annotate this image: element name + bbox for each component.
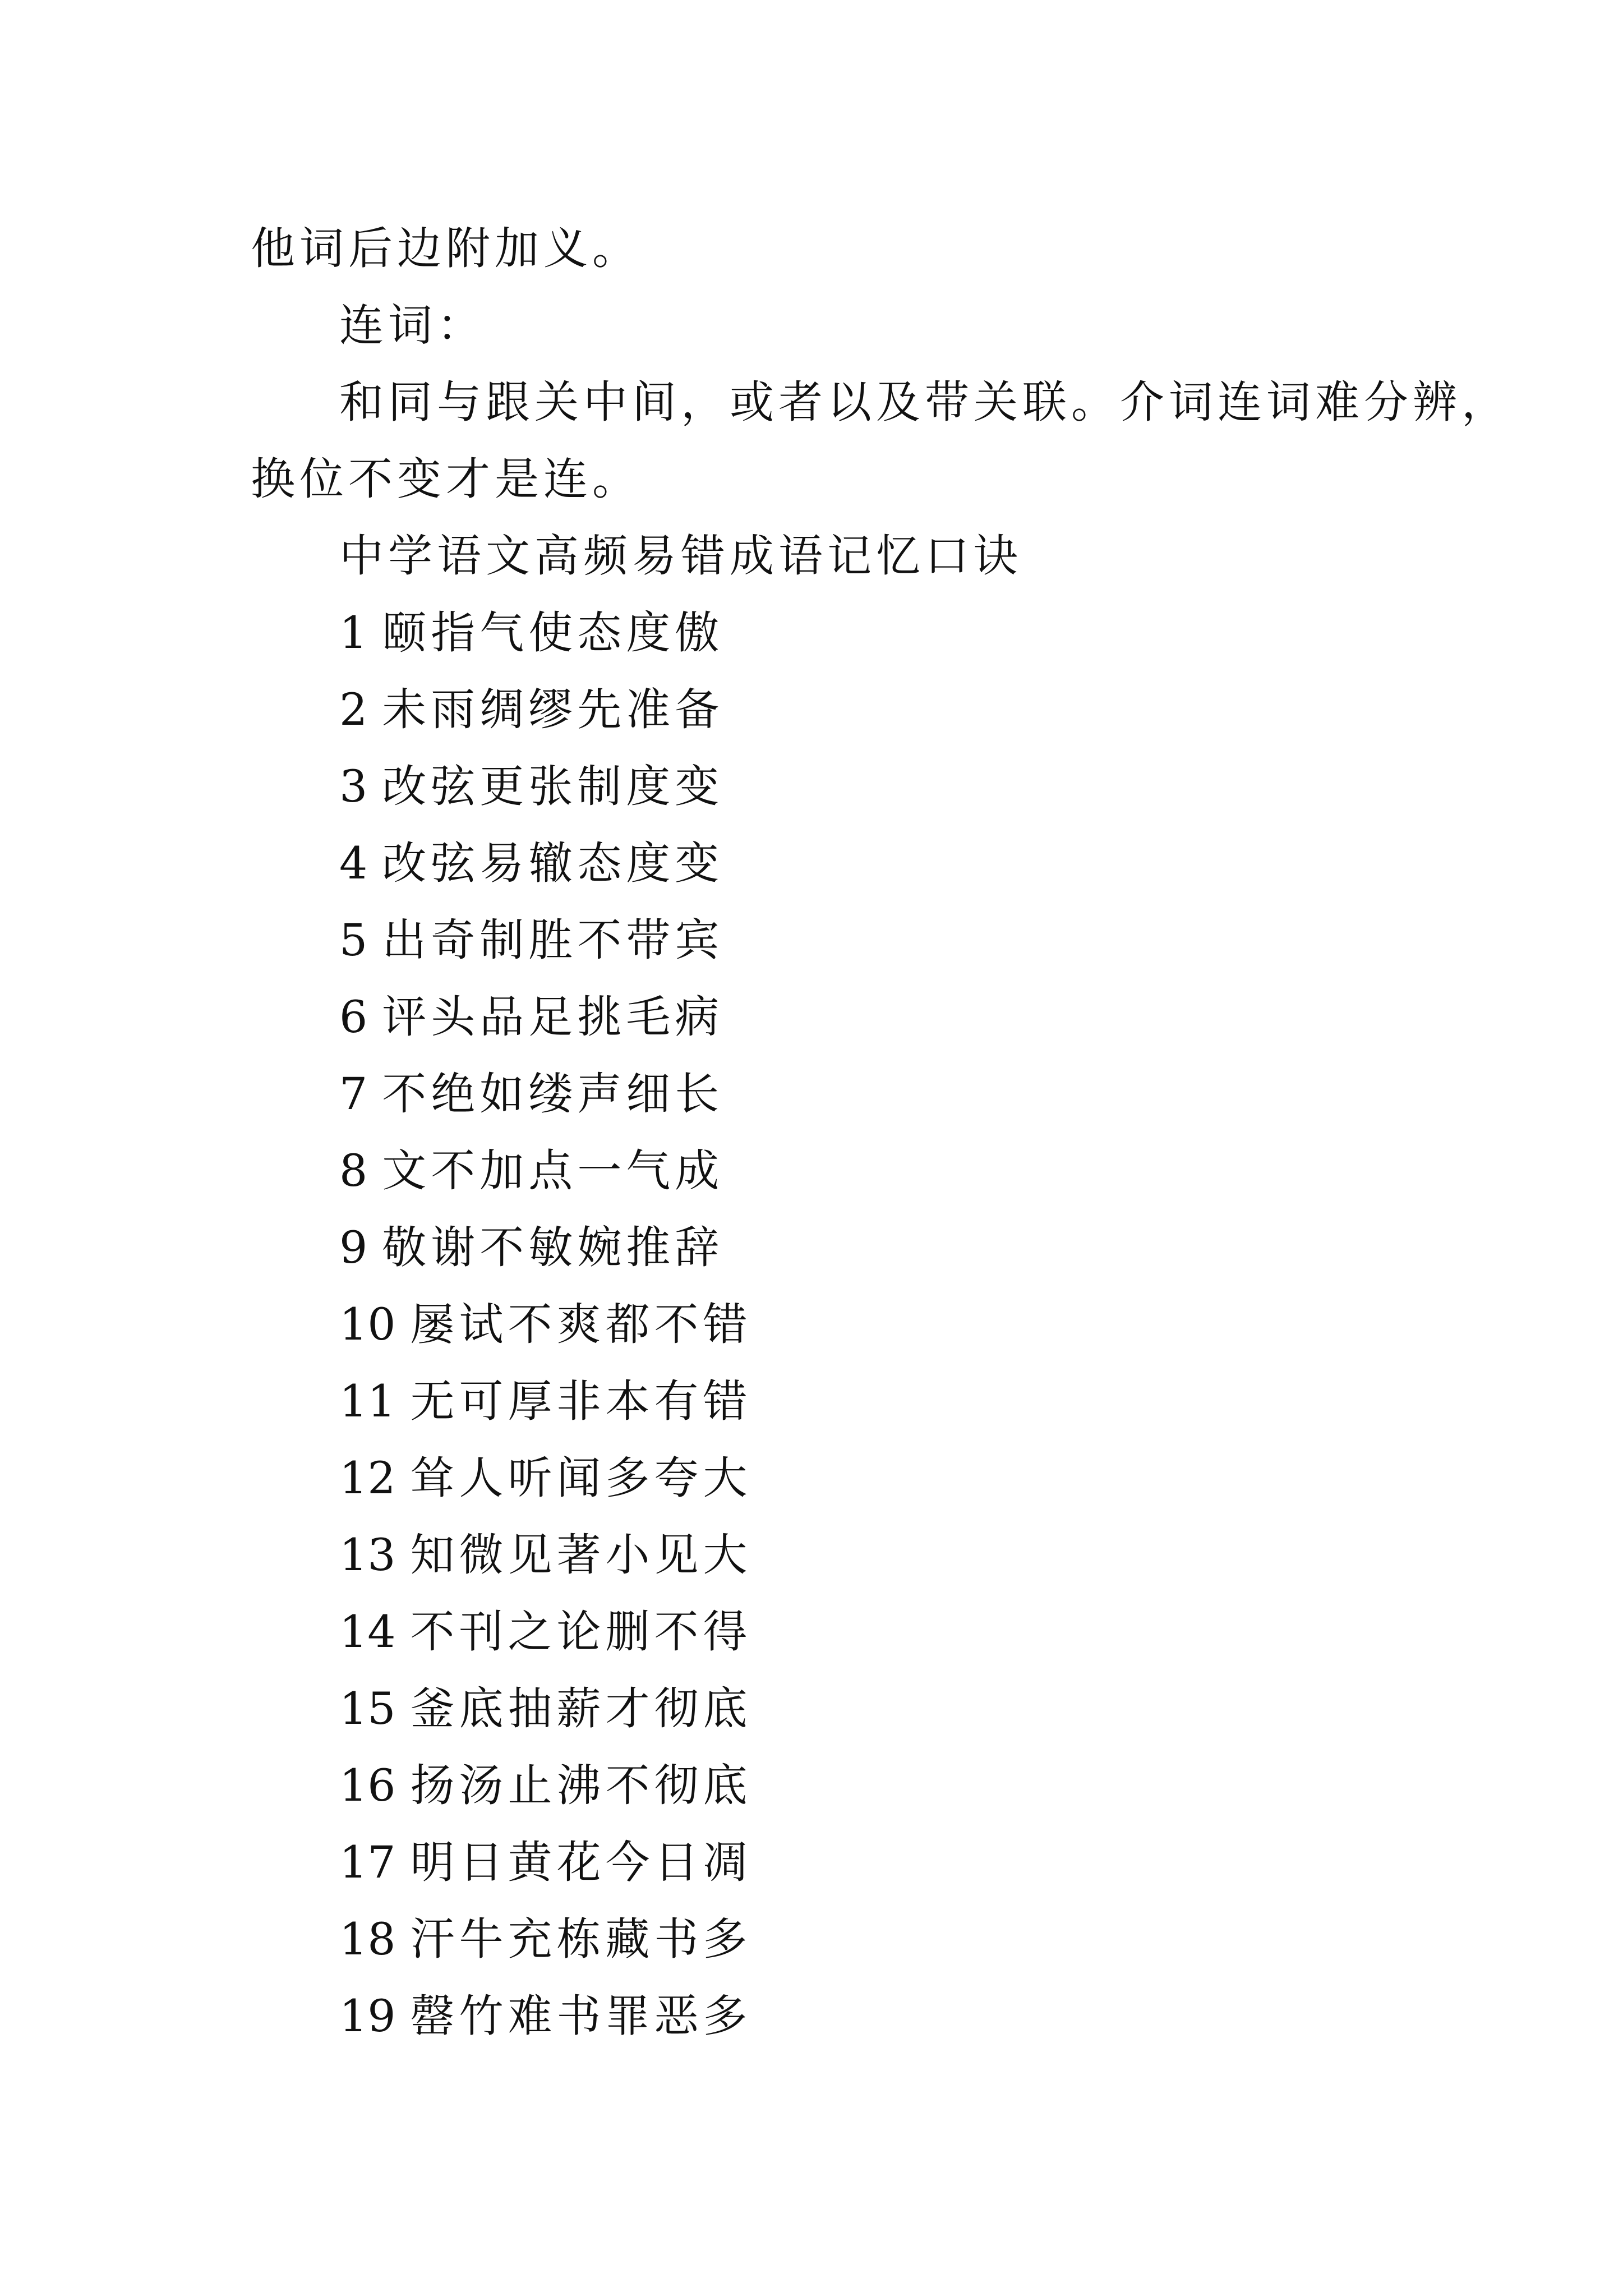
idiom-item [251,748,1445,825]
section-heading-idioms: 中学语文高频易错成语记忆口诀 [339,530,1022,582]
idiom-number: 6 [339,991,368,1043]
idiom-number: 18 [339,1913,396,1965]
idiom-number: 19 [339,1990,396,2042]
idiom-number: 8 [339,1145,368,1197]
idiom-text: 知微见著小见大 [410,1529,752,1581]
paragraph-conjunction-line-1: 和同与跟关中间，或者以及带关联。介词连词难分辨， [339,376,1510,428]
idiom-item [251,1594,1445,1671]
idiom-item [251,1440,1445,1517]
idiom-number: 2 [339,684,368,735]
idiom-number: 14 [339,1606,396,1658]
idiom-text: 不绝如缕声细长 [382,1068,724,1120]
idiom-text: 颐指气使态度傲 [382,607,724,659]
idiom-item [251,1978,1445,2055]
idiom-text: 无可厚非本有错 [410,1375,752,1427]
idiom-number: 3 [339,761,368,812]
idiom-number: 5 [339,914,368,966]
idiom-item [251,1056,1445,1133]
document-body [251,210,1510,2055]
idiom-number: 1 [339,607,368,659]
idiom-text: 耸人听闻多夸大 [410,1452,752,1504]
idiom-list [251,595,1445,2055]
idiom-item [251,979,1445,1056]
idiom-item [251,1133,1445,1209]
idiom-item [251,1824,1445,1901]
idiom-number: 10 [339,1299,396,1350]
idiom-text: 评头品足挑毛病 [382,991,724,1043]
idiom-text: 未雨绸缪先准备 [382,684,724,735]
paragraph-conjunction-line-2: 换位不变才是连。 [251,453,641,505]
idiom-text: 扬汤止沸不彻底 [410,1760,752,1811]
idiom-text: 屡试不爽都不错 [410,1299,752,1350]
idiom-text: 出奇制胜不带宾 [382,914,724,966]
idiom-number: 11 [339,1375,396,1427]
idiom-number: 7 [339,1068,368,1120]
idiom-text: 明日黄花今日凋 [410,1837,752,1888]
idiom-number: 12 [339,1452,396,1504]
idiom-item [251,1286,1445,1363]
idiom-number: 4 [339,838,368,889]
idiom-text: 改弦易辙态度变 [382,838,724,889]
idiom-item [251,1517,1445,1594]
section-heading-conjunction: 连词： [339,300,486,351]
paragraph-continuation: 他词后边附加义。 [251,223,641,274]
idiom-text: 罄竹难书罪恶多 [410,1990,752,2042]
idiom-number: 15 [339,1683,396,1734]
idiom-item [251,595,1445,671]
idiom-item [251,902,1445,979]
idiom-item [251,1671,1445,1747]
idiom-number: 17 [339,1837,396,1888]
idiom-text: 釜底抽薪才彻底 [410,1683,752,1734]
idiom-item [251,671,1445,748]
idiom-text: 改弦更张制度变 [382,761,724,812]
idiom-number: 13 [339,1529,396,1581]
idiom-item [251,1901,1445,1978]
idiom-item [251,825,1445,902]
idiom-text: 文不加点一气成 [382,1145,724,1197]
idiom-number: 9 [339,1222,368,1273]
idiom-text: 敬谢不敏婉推辞 [382,1222,724,1273]
idiom-text: 不刊之论删不得 [410,1606,752,1658]
idiom-text: 汗牛充栋藏书多 [410,1913,752,1965]
idiom-number: 16 [339,1760,396,1811]
idiom-item [251,1747,1445,1824]
idiom-item [251,1209,1445,1286]
idiom-item [251,1363,1445,1440]
